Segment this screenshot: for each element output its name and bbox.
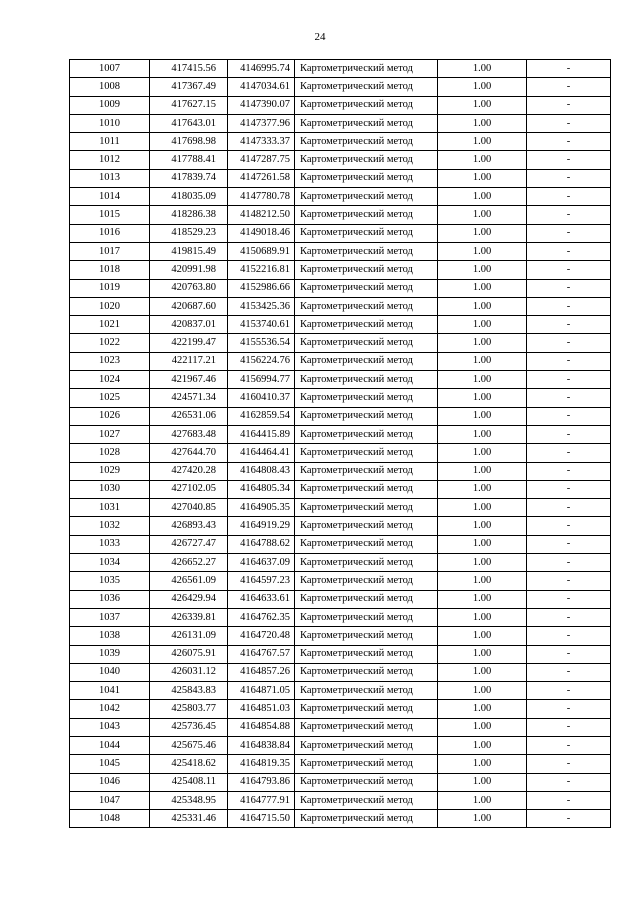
table-row [70, 480, 611, 498]
accuracy-cell: 1.00 [438, 444, 527, 462]
table-row [70, 554, 611, 572]
table-row [70, 810, 611, 828]
accuracy-cell: 1.00 [438, 608, 527, 626]
point-number-cell: 1039 [70, 645, 150, 663]
accuracy-cell: 1.00 [438, 682, 527, 700]
x-coordinate-cell: 427102.05 [150, 480, 228, 498]
x-coordinate-cell: 420837.01 [150, 316, 228, 334]
description-cell: - [527, 206, 611, 224]
accuracy-cell: 1.00 [438, 425, 527, 443]
y-coordinate-cell: 4156994.77 [228, 371, 295, 389]
x-coordinate-cell: 426031.12 [150, 663, 228, 681]
y-coordinate-cell: 4164805.34 [228, 480, 295, 498]
x-coordinate-cell: 425843.83 [150, 682, 228, 700]
accuracy-cell: 1.00 [438, 151, 527, 169]
point-number-cell: 1015 [70, 206, 150, 224]
y-coordinate-cell: 4147261.58 [228, 169, 295, 187]
description-cell: - [527, 224, 611, 242]
point-number-cell: 1044 [70, 736, 150, 754]
y-coordinate-cell: 4153425.36 [228, 297, 295, 315]
description-cell: - [527, 608, 611, 626]
description-cell: - [527, 188, 611, 206]
x-coordinate-cell: 426075.91 [150, 645, 228, 663]
accuracy-cell: 1.00 [438, 480, 527, 498]
table-row [70, 755, 611, 773]
method-cell: Картометрический метод [295, 499, 438, 517]
point-number-cell: 1048 [70, 810, 150, 828]
description-cell: - [527, 480, 611, 498]
y-coordinate-cell: 4164637.09 [228, 554, 295, 572]
y-coordinate-cell: 4160410.37 [228, 389, 295, 407]
accuracy-cell: 1.00 [438, 517, 527, 535]
method-cell: Картометрический метод [295, 224, 438, 242]
point-number-cell: 1012 [70, 151, 150, 169]
table-row [70, 133, 611, 151]
description-cell: - [527, 444, 611, 462]
y-coordinate-cell: 4149018.46 [228, 224, 295, 242]
method-cell: Картометрический метод [295, 791, 438, 809]
accuracy-cell: 1.00 [438, 572, 527, 590]
description-cell: - [527, 554, 611, 572]
x-coordinate-cell: 424571.34 [150, 389, 228, 407]
method-cell: Картометрический метод [295, 773, 438, 791]
accuracy-cell: 1.00 [438, 389, 527, 407]
method-cell: Картометрический метод [295, 627, 438, 645]
table-row [70, 242, 611, 260]
method-cell: Картометрический метод [295, 663, 438, 681]
table-row [70, 261, 611, 279]
point-number-cell: 1042 [70, 700, 150, 718]
table-row [70, 499, 611, 517]
accuracy-cell: 1.00 [438, 371, 527, 389]
description-cell: - [527, 352, 611, 370]
y-coordinate-cell: 4156224.76 [228, 352, 295, 370]
accuracy-cell: 1.00 [438, 78, 527, 96]
x-coordinate-cell: 426727.47 [150, 535, 228, 553]
point-number-cell: 1017 [70, 242, 150, 260]
x-coordinate-cell: 419815.49 [150, 242, 228, 260]
x-coordinate-cell: 417839.74 [150, 169, 228, 187]
x-coordinate-cell: 425418.62 [150, 755, 228, 773]
x-coordinate-cell: 426131.09 [150, 627, 228, 645]
method-cell: Картометрический метод [295, 96, 438, 114]
y-coordinate-cell: 4164720.48 [228, 627, 295, 645]
y-coordinate-cell: 4150689.91 [228, 242, 295, 260]
table-row [70, 188, 611, 206]
method-cell: Картометрический метод [295, 389, 438, 407]
table-row [70, 224, 611, 242]
y-coordinate-cell: 4147377.96 [228, 114, 295, 132]
description-cell: - [527, 773, 611, 791]
method-cell: Картометрический метод [295, 444, 438, 462]
table-row [70, 700, 611, 718]
x-coordinate-cell: 422117.21 [150, 352, 228, 370]
description-cell: - [527, 279, 611, 297]
table-row [70, 663, 611, 681]
method-cell: Картометрический метод [295, 736, 438, 754]
description-cell: - [527, 736, 611, 754]
y-coordinate-cell: 4147034.61 [228, 78, 295, 96]
point-number-cell: 1027 [70, 425, 150, 443]
table-row [70, 682, 611, 700]
y-coordinate-cell: 4164762.35 [228, 608, 295, 626]
y-coordinate-cell: 4164633.61 [228, 590, 295, 608]
y-coordinate-cell: 4164777.91 [228, 791, 295, 809]
table-row [70, 444, 611, 462]
x-coordinate-cell: 417367.49 [150, 78, 228, 96]
method-cell: Картометрический метод [295, 334, 438, 352]
table-row [70, 371, 611, 389]
table-row [70, 389, 611, 407]
x-coordinate-cell: 420991.98 [150, 261, 228, 279]
point-number-cell: 1019 [70, 279, 150, 297]
method-cell: Картометрический метод [295, 462, 438, 480]
point-number-cell: 1038 [70, 627, 150, 645]
point-number-cell: 1024 [70, 371, 150, 389]
point-number-cell: 1020 [70, 297, 150, 315]
table-row [70, 517, 611, 535]
x-coordinate-cell: 425408.11 [150, 773, 228, 791]
y-coordinate-cell: 4153740.61 [228, 316, 295, 334]
description-cell: - [527, 389, 611, 407]
x-coordinate-cell: 420763.80 [150, 279, 228, 297]
description-cell: - [527, 535, 611, 553]
description-cell: - [527, 645, 611, 663]
accuracy-cell: 1.00 [438, 188, 527, 206]
description-cell: - [527, 96, 611, 114]
point-number-cell: 1028 [70, 444, 150, 462]
description-cell: - [527, 242, 611, 260]
accuracy-cell: 1.00 [438, 96, 527, 114]
point-number-cell: 1009 [70, 96, 150, 114]
method-cell: Картометрический метод [295, 682, 438, 700]
accuracy-cell: 1.00 [438, 773, 527, 791]
y-coordinate-cell: 4152986.66 [228, 279, 295, 297]
y-coordinate-cell: 4164597.23 [228, 572, 295, 590]
x-coordinate-cell: 426339.81 [150, 608, 228, 626]
accuracy-cell: 1.00 [438, 352, 527, 370]
point-number-cell: 1041 [70, 682, 150, 700]
table-row [70, 316, 611, 334]
x-coordinate-cell: 417788.41 [150, 151, 228, 169]
x-coordinate-cell: 418529.23 [150, 224, 228, 242]
point-number-cell: 1026 [70, 407, 150, 425]
point-number-cell: 1031 [70, 499, 150, 517]
method-cell: Картометрический метод [295, 425, 438, 443]
method-cell: Картометрический метод [295, 206, 438, 224]
x-coordinate-cell: 421967.46 [150, 371, 228, 389]
description-cell: - [527, 60, 611, 78]
x-coordinate-cell: 426531.06 [150, 407, 228, 425]
description-cell: - [527, 334, 611, 352]
table-row [70, 279, 611, 297]
point-number-cell: 1011 [70, 133, 150, 151]
x-coordinate-cell: 427420.28 [150, 462, 228, 480]
accuracy-cell: 1.00 [438, 736, 527, 754]
table-row [70, 297, 611, 315]
point-number-cell: 1022 [70, 334, 150, 352]
accuracy-cell: 1.00 [438, 535, 527, 553]
table-row [70, 425, 611, 443]
accuracy-cell: 1.00 [438, 169, 527, 187]
y-coordinate-cell: 4164793.86 [228, 773, 295, 791]
method-cell: Картометрический метод [295, 352, 438, 370]
accuracy-cell: 1.00 [438, 627, 527, 645]
accuracy-cell: 1.00 [438, 663, 527, 681]
point-number-cell: 1032 [70, 517, 150, 535]
point-number-cell: 1025 [70, 389, 150, 407]
method-cell: Картометрический метод [295, 151, 438, 169]
x-coordinate-cell: 418035.09 [150, 188, 228, 206]
x-coordinate-cell: 425803.77 [150, 700, 228, 718]
accuracy-cell: 1.00 [438, 279, 527, 297]
point-number-cell: 1035 [70, 572, 150, 590]
description-cell: - [527, 316, 611, 334]
accuracy-cell: 1.00 [438, 206, 527, 224]
accuracy-cell: 1.00 [438, 554, 527, 572]
table-row [70, 773, 611, 791]
accuracy-cell: 1.00 [438, 334, 527, 352]
y-coordinate-cell: 4164857.26 [228, 663, 295, 681]
table-row [70, 462, 611, 480]
y-coordinate-cell: 4164819.35 [228, 755, 295, 773]
x-coordinate-cell: 417627.15 [150, 96, 228, 114]
point-number-cell: 1047 [70, 791, 150, 809]
point-number-cell: 1018 [70, 261, 150, 279]
y-coordinate-cell: 4164715.50 [228, 810, 295, 828]
y-coordinate-cell: 4152216.81 [228, 261, 295, 279]
method-cell: Картометрический метод [295, 316, 438, 334]
y-coordinate-cell: 4147780.78 [228, 188, 295, 206]
table-row [70, 114, 611, 132]
table-row [70, 590, 611, 608]
y-coordinate-cell: 4164871.05 [228, 682, 295, 700]
method-cell: Картометрический метод [295, 480, 438, 498]
accuracy-cell: 1.00 [438, 810, 527, 828]
method-cell: Картометрический метод [295, 78, 438, 96]
method-cell: Картометрический метод [295, 114, 438, 132]
method-cell: Картометрический метод [295, 517, 438, 535]
method-cell: Картометрический метод [295, 242, 438, 260]
description-cell: - [527, 682, 611, 700]
accuracy-cell: 1.00 [438, 133, 527, 151]
point-number-cell: 1013 [70, 169, 150, 187]
table-row [70, 791, 611, 809]
point-number-cell: 1043 [70, 718, 150, 736]
accuracy-cell: 1.00 [438, 114, 527, 132]
method-cell: Картометрический метод [295, 590, 438, 608]
x-coordinate-cell: 426652.27 [150, 554, 228, 572]
y-coordinate-cell: 4164464.41 [228, 444, 295, 462]
description-cell: - [527, 590, 611, 608]
table-row [70, 60, 611, 78]
x-coordinate-cell: 427644.70 [150, 444, 228, 462]
method-cell: Картометрический метод [295, 608, 438, 626]
accuracy-cell: 1.00 [438, 755, 527, 773]
method-cell: Картометрический метод [295, 188, 438, 206]
table-row [70, 535, 611, 553]
description-cell: - [527, 755, 611, 773]
accuracy-cell: 1.00 [438, 297, 527, 315]
description-cell: - [527, 261, 611, 279]
x-coordinate-cell: 418286.38 [150, 206, 228, 224]
description-cell: - [527, 462, 611, 480]
description-cell: - [527, 718, 611, 736]
x-coordinate-cell: 425736.45 [150, 718, 228, 736]
description-cell: - [527, 371, 611, 389]
y-coordinate-cell: 4164854.88 [228, 718, 295, 736]
table-row [70, 645, 611, 663]
point-number-cell: 1033 [70, 535, 150, 553]
y-coordinate-cell: 4147390.07 [228, 96, 295, 114]
method-cell: Картометрический метод [295, 279, 438, 297]
y-coordinate-cell: 4164838.84 [228, 736, 295, 754]
accuracy-cell: 1.00 [438, 590, 527, 608]
x-coordinate-cell: 417415.56 [150, 60, 228, 78]
description-cell: - [527, 169, 611, 187]
description-cell: - [527, 407, 611, 425]
method-cell: Картометрический метод [295, 297, 438, 315]
x-coordinate-cell: 425675.46 [150, 736, 228, 754]
point-number-cell: 1036 [70, 590, 150, 608]
x-coordinate-cell: 417698.98 [150, 133, 228, 151]
y-coordinate-cell: 4146995.74 [228, 60, 295, 78]
table-row [70, 572, 611, 590]
method-cell: Картометрический метод [295, 133, 438, 151]
point-number-cell: 1040 [70, 663, 150, 681]
point-number-cell: 1030 [70, 480, 150, 498]
method-cell: Картометрический метод [295, 261, 438, 279]
table-row [70, 407, 611, 425]
x-coordinate-cell: 425348.95 [150, 791, 228, 809]
description-cell: - [527, 572, 611, 590]
point-number-cell: 1046 [70, 773, 150, 791]
table-row [70, 718, 611, 736]
description-cell: - [527, 297, 611, 315]
x-coordinate-cell: 427040.85 [150, 499, 228, 517]
accuracy-cell: 1.00 [438, 316, 527, 334]
x-coordinate-cell: 426429.94 [150, 590, 228, 608]
description-cell: - [527, 133, 611, 151]
table-row [70, 169, 611, 187]
y-coordinate-cell: 4164919.29 [228, 517, 295, 535]
method-cell: Картометрический метод [295, 554, 438, 572]
accuracy-cell: 1.00 [438, 700, 527, 718]
method-cell: Картометрический метод [295, 810, 438, 828]
point-number-cell: 1016 [70, 224, 150, 242]
x-coordinate-cell: 426561.09 [150, 572, 228, 590]
description-cell: - [527, 627, 611, 645]
accuracy-cell: 1.00 [438, 60, 527, 78]
coordinates-table [69, 59, 611, 828]
x-coordinate-cell: 427683.48 [150, 425, 228, 443]
description-cell: - [527, 791, 611, 809]
point-number-cell: 1007 [70, 60, 150, 78]
x-coordinate-cell: 425331.46 [150, 810, 228, 828]
point-number-cell: 1029 [70, 462, 150, 480]
table-row [70, 78, 611, 96]
method-cell: Картометрический метод [295, 60, 438, 78]
y-coordinate-cell: 4162859.54 [228, 407, 295, 425]
point-number-cell: 1034 [70, 554, 150, 572]
y-coordinate-cell: 4147287.75 [228, 151, 295, 169]
table-row [70, 608, 611, 626]
point-number-cell: 1014 [70, 188, 150, 206]
x-coordinate-cell: 420687.60 [150, 297, 228, 315]
x-coordinate-cell: 426893.43 [150, 517, 228, 535]
y-coordinate-cell: 4164788.62 [228, 535, 295, 553]
y-coordinate-cell: 4164905.35 [228, 499, 295, 517]
table-row [70, 151, 611, 169]
table-row [70, 627, 611, 645]
accuracy-cell: 1.00 [438, 407, 527, 425]
description-cell: - [527, 78, 611, 96]
y-coordinate-cell: 4164415.89 [228, 425, 295, 443]
accuracy-cell: 1.00 [438, 718, 527, 736]
x-coordinate-cell: 422199.47 [150, 334, 228, 352]
method-cell: Картометрический метод [295, 700, 438, 718]
accuracy-cell: 1.00 [438, 261, 527, 279]
page-number: 24 [314, 31, 326, 43]
method-cell: Картометрический метод [295, 718, 438, 736]
method-cell: Картометрический метод [295, 371, 438, 389]
method-cell: Картометрический метод [295, 407, 438, 425]
description-cell: - [527, 499, 611, 517]
description-cell: - [527, 517, 611, 535]
y-coordinate-cell: 4148212.50 [228, 206, 295, 224]
accuracy-cell: 1.00 [438, 462, 527, 480]
accuracy-cell: 1.00 [438, 499, 527, 517]
description-cell: - [527, 425, 611, 443]
accuracy-cell: 1.00 [438, 224, 527, 242]
y-coordinate-cell: 4164851.03 [228, 700, 295, 718]
point-number-cell: 1010 [70, 114, 150, 132]
method-cell: Картометрический метод [295, 535, 438, 553]
method-cell: Картометрический метод [295, 755, 438, 773]
point-number-cell: 1023 [70, 352, 150, 370]
table-row [70, 206, 611, 224]
point-number-cell: 1008 [70, 78, 150, 96]
y-coordinate-cell: 4164808.43 [228, 462, 295, 480]
y-coordinate-cell: 4155536.54 [228, 334, 295, 352]
table-row [70, 96, 611, 114]
y-coordinate-cell: 4147333.37 [228, 133, 295, 151]
point-number-cell: 1045 [70, 755, 150, 773]
method-cell: Картометрический метод [295, 645, 438, 663]
point-number-cell: 1037 [70, 608, 150, 626]
table-row [70, 352, 611, 370]
accuracy-cell: 1.00 [438, 791, 527, 809]
description-cell: - [527, 114, 611, 132]
point-number-cell: 1021 [70, 316, 150, 334]
method-cell: Картометрический метод [295, 169, 438, 187]
description-cell: - [527, 663, 611, 681]
method-cell: Картометрический метод [295, 572, 438, 590]
accuracy-cell: 1.00 [438, 645, 527, 663]
description-cell: - [527, 700, 611, 718]
y-coordinate-cell: 4164767.57 [228, 645, 295, 663]
accuracy-cell: 1.00 [438, 242, 527, 260]
coordinates-table-body [70, 60, 611, 828]
description-cell: - [527, 810, 611, 828]
table-row [70, 334, 611, 352]
table-row [70, 736, 611, 754]
x-coordinate-cell: 417643.01 [150, 114, 228, 132]
description-cell: - [527, 151, 611, 169]
